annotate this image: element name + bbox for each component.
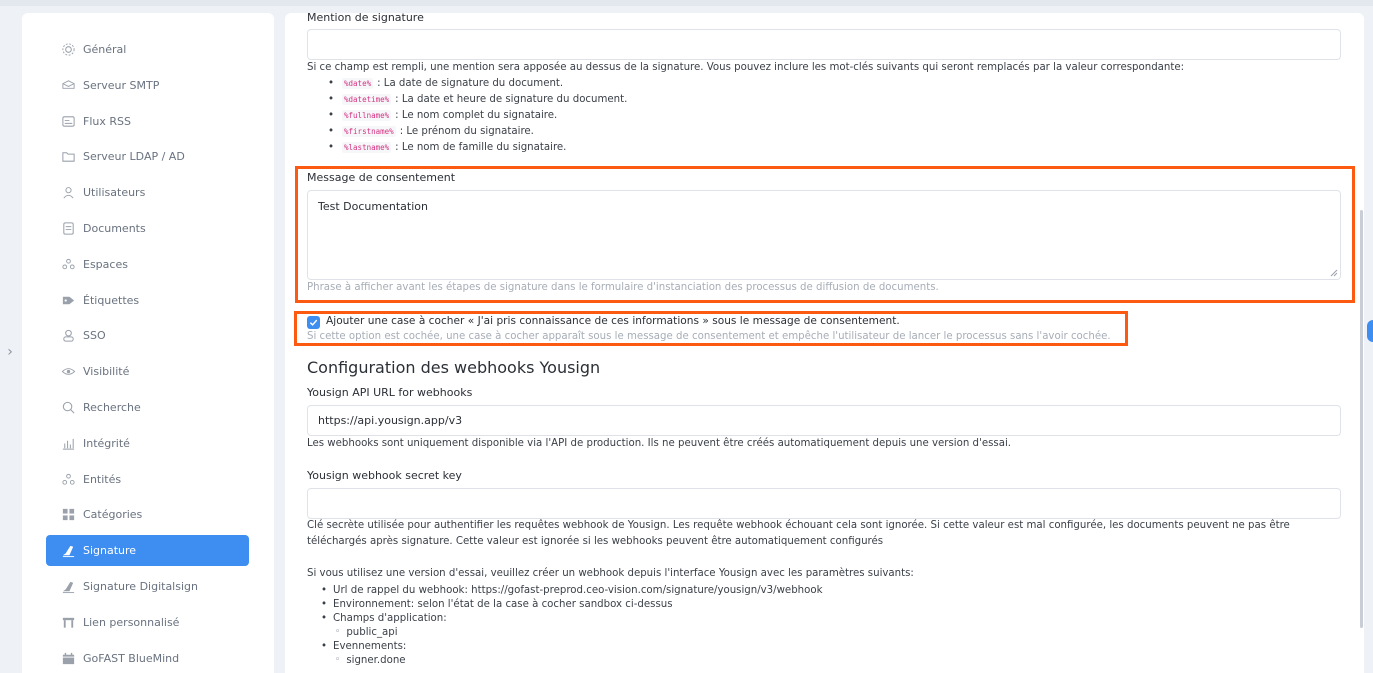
sidebar-item-label: Entités — [83, 472, 122, 486]
sidebar-item-label: Étiquettes — [83, 293, 140, 307]
consent-checkbox-help: Si cette option est cochée, une case à cocher apparaît sous le message de consentement et empêche l'utilisateur de lancer le processus sans l'avoir cochée. — [307, 331, 1111, 342]
sidebar-item-documents[interactable] — [46, 213, 249, 244]
secret-key-label: Yousign webhook secret key — [307, 469, 462, 482]
consent-checkbox[interactable] — [307, 316, 320, 329]
content-scrollbar[interactable] — [1360, 210, 1363, 628]
rss-feed-icon — [60, 113, 76, 129]
folder-icon — [60, 149, 76, 165]
document-icon — [60, 221, 76, 237]
left-edge — [0, 6, 22, 673]
resize-grip-icon[interactable] — [1330, 269, 1338, 277]
sidebar-item-label: Signature — [83, 544, 137, 558]
sidebar-item-sso[interactable] — [46, 320, 249, 351]
keyword-description: : Le nom de famille du signataire. — [395, 141, 567, 153]
webhook-param-item: ◦ public_api — [321, 625, 823, 639]
consent-label: Message de consentement — [307, 171, 456, 184]
trial-intro: Si vous utilisez une version d'essai, veuillez créer un webhook depuis l'interface Yousign avec les paramètres suivants: — [307, 568, 914, 579]
sidebar-item-label: Serveur SMTP — [83, 78, 160, 92]
mention-keywords-list — [328, 75, 627, 155]
sidebar-item-label: Recherche — [83, 401, 141, 414]
secret-key-help-line-1: Clé secrète utilisée pour authentifier les requêtes webhook de Yousign. Les requête webhook échouant cela sont ignorée. Si cette valeur est mal configurée, les documents peuvent ne pas être — [307, 520, 1290, 531]
sidebar-item-label: Signature Digitalsign — [83, 580, 198, 593]
sidebar-item-visibilité[interactable] — [46, 356, 249, 387]
mention-help: Si ce champ est rempli, une mention sera apposée au dessus de la signature. Vous pouvez inclure les mot-clés suivants qui seront remplacés par la valeur correspondante: — [307, 62, 1185, 73]
webhook-params-list — [321, 583, 823, 667]
api-url-label: Yousign API URL for webhooks — [307, 386, 473, 399]
api-url-input[interactable]: https://api.yousign.app/v3 — [307, 405, 1341, 436]
sidebar-item-label: SSO — [83, 329, 106, 343]
api-url-help: Les webhooks sont uniquement disponible via l'API de production. Ils ne peuvent être créés automatiquement depuis une version d'essai. — [307, 438, 1012, 449]
top-strip — [0, 0, 1373, 6]
sidebar-item-signature[interactable] — [46, 535, 249, 566]
eye-icon — [60, 364, 76, 380]
sidebar-item-intégrité[interactable] — [46, 428, 249, 459]
sidebar-item-utilisateurs[interactable] — [46, 177, 249, 208]
entities-icon — [60, 471, 76, 487]
mention-label: Mention de signature — [307, 13, 424, 24]
sidebar-item-général[interactable] — [46, 34, 249, 65]
mail-server-icon — [60, 77, 76, 93]
webhook-param-item: ◦ signer.done — [321, 653, 823, 667]
sidebar-item-recherche[interactable] — [46, 392, 249, 423]
webhook-param-item: • Url de rappel du webhook: https://gofast-preprod.ceo-vision.com/signature/yousign/v3/webhook — [321, 583, 823, 597]
keyword-tag: • %firstname% — [344, 126, 394, 136]
sidebar-item-étiquettes[interactable] — [46, 285, 249, 316]
keyword-item — [328, 107, 627, 123]
keyword-tag: • %lastname% — [344, 142, 390, 152]
keyword-description: : Le prénom du signataire. — [399, 125, 534, 137]
gear-icon — [60, 42, 76, 58]
sidebar-item-flux-rss[interactable] — [46, 106, 249, 137]
sidebar-item-label: Utilisateurs — [83, 186, 146, 200]
sidebar-item-label: Espaces — [83, 257, 128, 271]
consent-help: Phrase à afficher avant les étapes de signature dans le formulaire d'instanciation des processus de diffusion de documents. — [307, 282, 939, 293]
consent-checkbox-label[interactable]: Ajouter une case à cocher « J'ai pris connaissance de ces informations » sous le message de consentement. — [326, 315, 900, 327]
calendar-icon — [60, 650, 76, 666]
sidebar-item-lien-personnalisé[interactable] — [46, 607, 249, 638]
signature-icon — [60, 543, 76, 559]
user-icon — [60, 328, 76, 344]
sidebar-item-label: GoFAST BlueMind — [83, 651, 180, 665]
webhook-param-item: • Environnement: selon l'état de la case à cocher sandbox ci-dessus — [321, 597, 823, 611]
webhooks-section-title: Configuration des webhooks Yousign — [307, 358, 601, 377]
signature-icon — [60, 579, 76, 595]
sidebar-item-catégories[interactable] — [46, 499, 249, 530]
expand-sidebar-chevron-icon[interactable]: › — [7, 344, 13, 360]
sidebar-item-label: Intégrité — [83, 436, 130, 450]
users-icon — [60, 185, 76, 201]
sidebar-item-label: Visibilité — [83, 365, 130, 379]
keyword-description: : Le nom complet du signataire. — [395, 109, 558, 121]
keyword-description: : La date et heure de signature du document. — [395, 93, 628, 105]
keyword-tag: • %date% — [344, 78, 372, 88]
sidebar-item-signature-digitalsign[interactable] — [46, 571, 249, 602]
keyword-item — [328, 139, 627, 155]
sidebar-item-label: Général — [83, 43, 127, 56]
secret-key-help-line-2: téléchargés après signature. Cette valeur est ignorée si les webhooks peuvent être automatiquement configurés — [307, 536, 884, 547]
sidebar-item-serveur-smtp[interactable] — [46, 70, 249, 101]
mention-input[interactable] — [307, 29, 1341, 60]
grid-icon — [60, 507, 76, 523]
webhook-param-item: • Evennements: — [321, 639, 823, 653]
webhook-param-item: • Champs d'application: — [321, 611, 823, 625]
right-edge-tab[interactable] — [1367, 320, 1373, 342]
consent-textarea[interactable] — [307, 190, 1341, 280]
keyword-tag: • %fullname% — [344, 110, 390, 120]
sidebar-item-label: Catégories — [83, 508, 143, 522]
sidebar-item-gofast-bluemind[interactable] — [46, 643, 249, 673]
sidebar-item-label: Lien personnalisé — [83, 615, 180, 629]
search-icon — [60, 400, 76, 416]
keyword-item — [328, 123, 627, 139]
keyword-item — [328, 75, 627, 91]
keyword-item — [328, 91, 627, 107]
link-icon — [60, 614, 76, 630]
keyword-description: : La date de signature du document. — [377, 77, 564, 89]
sidebar-item-entités[interactable] — [46, 464, 249, 495]
settings-sidebar — [22, 13, 274, 673]
keyword-tag: • %datetime% — [344, 94, 390, 104]
spaces-icon — [60, 256, 76, 272]
consent-textarea-value: Test Documentation — [318, 200, 428, 213]
sidebar-item-label: Documents — [83, 222, 146, 235]
sidebar-item-label: Serveur LDAP / AD — [83, 150, 185, 164]
chart-icon — [60, 435, 76, 451]
settings-content — [285, 13, 1364, 673]
tags-icon — [60, 292, 76, 308]
sidebar-item-espaces[interactable] — [46, 249, 249, 280]
sidebar-item-label: Flux RSS — [83, 114, 131, 128]
secret-key-input[interactable] — [307, 488, 1341, 519]
check-icon — [309, 318, 318, 327]
sidebar-item-serveur-ldap-ad[interactable] — [46, 141, 249, 172]
